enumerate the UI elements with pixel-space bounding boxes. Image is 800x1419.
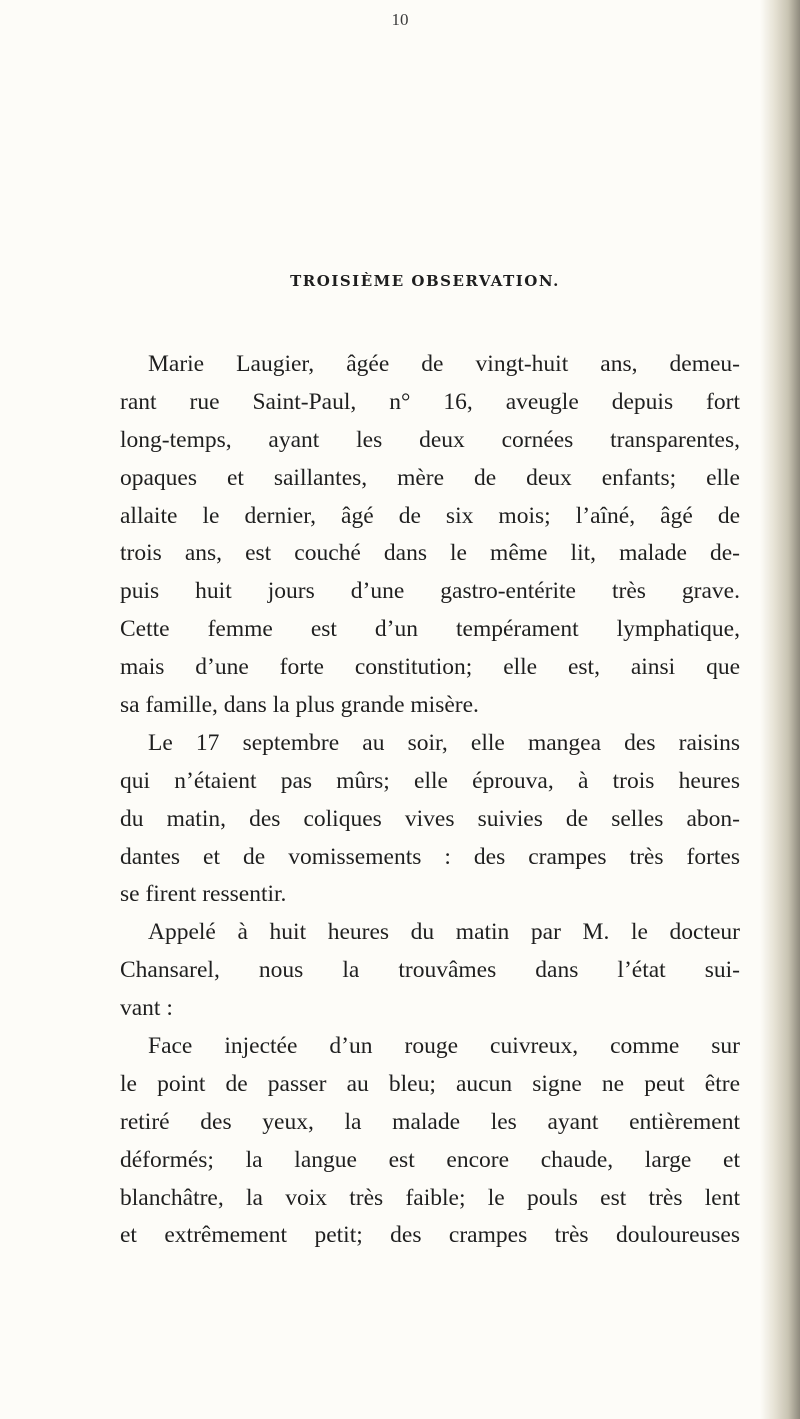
text-line: dantes et de vomissements : des crampes très fortes xyxy=(120,843,740,870)
text-line: Le 17 septembre au soir, elle mangea des raisins xyxy=(148,729,740,756)
body-text xyxy=(120,346,740,1255)
text-line: Face injectée d’un rouge cuivreux, comme sur xyxy=(148,1033,740,1060)
text-line: sa famille, dans la plus grande misère. xyxy=(120,692,479,719)
text-line: retiré des yeux, la malade les ayant entièrement xyxy=(120,1108,740,1135)
text-line: trois ans, est couché dans le même lit, malade de- xyxy=(120,540,740,567)
text-line: se firent ressentir. xyxy=(120,881,287,908)
text-line: opaques et saillantes, mère de deux enfants; elle xyxy=(120,464,740,491)
text-line: rant rue Saint-Paul, n° 16, aveugle depuis fort xyxy=(120,388,740,415)
text-line: qui n’étaient pas mûrs; elle éprouva, à trois heures xyxy=(120,767,740,794)
text-line: Marie Laugier, âgée de vingt-huit ans, demeu- xyxy=(148,351,740,377)
text-line: le point de passer au bleu; aucun signe ne peut être xyxy=(120,1070,740,1097)
text-line: blanchâtre, la voix très faible; le pouls est très lent xyxy=(120,1184,740,1211)
page-number: 10 xyxy=(391,10,409,29)
text-line: long-temps, ayant les deux cornées transparentes, xyxy=(120,426,740,453)
text-line: déformés; la langue est encore chaude, large et xyxy=(120,1146,740,1173)
text-line: vant : xyxy=(120,995,173,1022)
text-line: Appelé à huit heures du matin par M. le docteur xyxy=(148,919,740,946)
text-line: allaite le dernier, âgé de six mois; l’aîné, âgé de xyxy=(120,502,740,529)
text-line: Cette femme est d’un tempérament lymphatique, xyxy=(120,616,740,643)
text-line: du matin, des coliques vives suivies de selles abon- xyxy=(120,805,740,832)
text-line: mais d’une forte constitution; elle est, ainsi que xyxy=(120,654,740,681)
section-title: TROISIÈME OBSERVATION. xyxy=(290,272,560,290)
text-line: puis huit jours d’une gastro-entérite très grave. xyxy=(120,578,740,605)
text-line: Chansarel, nous la trouvâmes dans l’état sui- xyxy=(120,957,740,984)
text-line: et extrêmement petit; des crampes très douloureuses xyxy=(120,1222,740,1249)
page-binding-shadow xyxy=(760,0,800,1419)
